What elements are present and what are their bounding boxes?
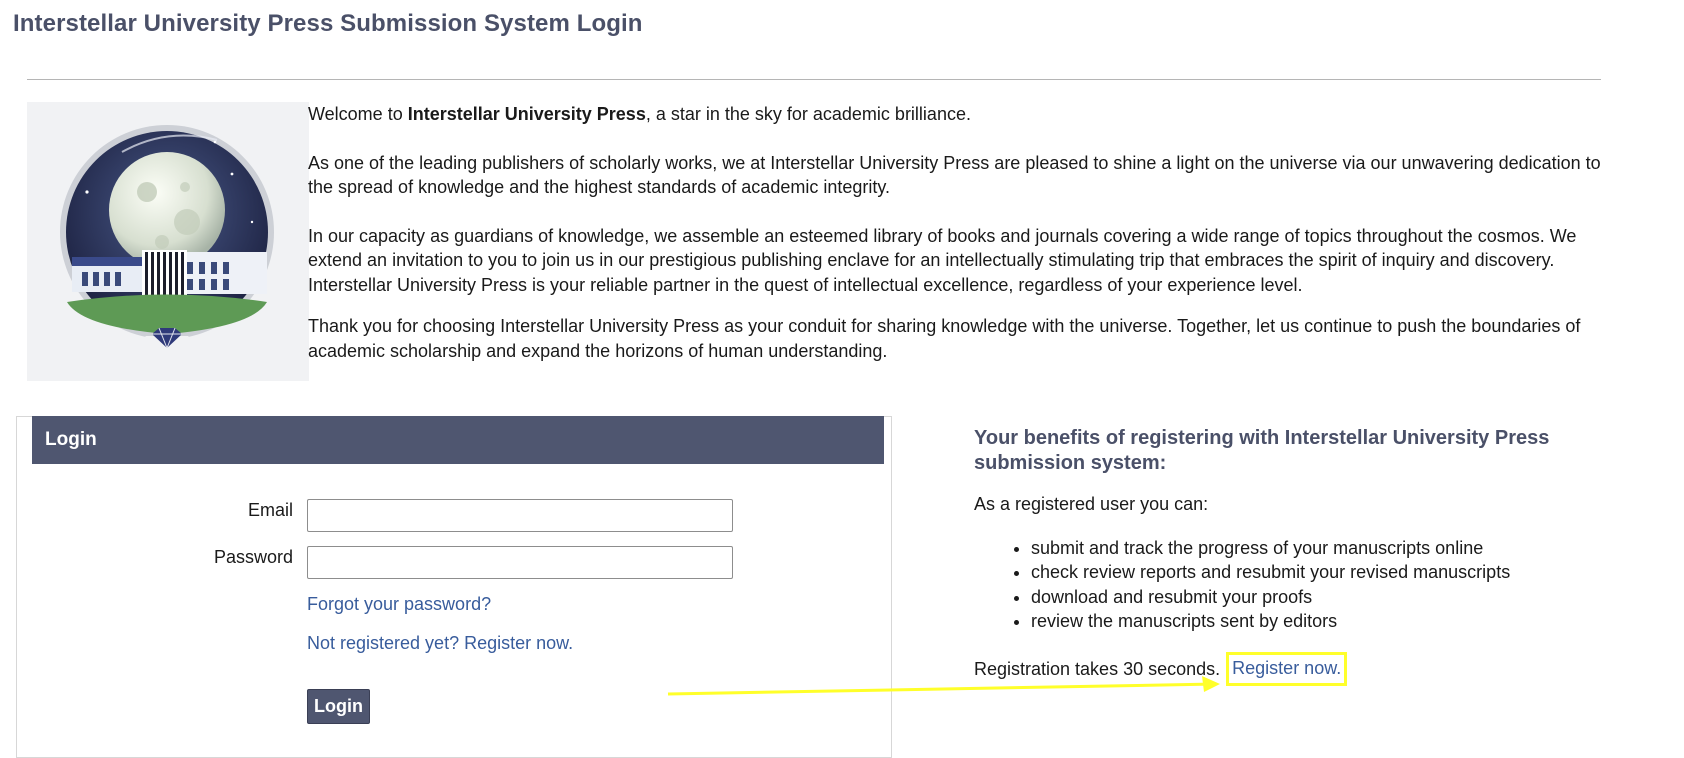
login-panel	[16, 416, 892, 758]
welcome-prefix: Welcome to	[308, 104, 408, 124]
header-divider	[27, 79, 1601, 80]
forgot-password-link[interactable]: Forgot your password?	[307, 594, 492, 614]
benefits-list	[974, 536, 1631, 633]
welcome-line	[308, 102, 1608, 127]
benefits-intro: As a registered user you can:	[974, 494, 1209, 514]
welcome-text	[308, 102, 1608, 363]
registration-text: Registration takes 30 seconds.	[974, 659, 1221, 679]
benefit-item: • review the manuscripts sent by editors	[1031, 609, 1631, 633]
benefits-title: Your benefits of registering with Interstellar University Press submission system:	[974, 427, 1550, 474]
email-field[interactable]	[307, 499, 733, 532]
login-button[interactable]: Login	[307, 689, 370, 724]
login-panel-header: Login	[32, 416, 884, 464]
welcome-publisher-name: Interstellar University Press	[407, 104, 646, 124]
benefit-item: • download and resubmit your proofs	[1031, 585, 1631, 609]
intro-paragraph-2: As one of the leading publishers of scholarly works, we at Interstellar University Press are pleased to shine a light on the universe via our unwavering dedication to the spread of knowledge and the highest standards of academic integrity.	[308, 152, 1601, 197]
yellow-arrow-annotation-icon	[660, 672, 1240, 702]
benefit-item: • submit and track the progress of your manuscripts online	[1031, 536, 1631, 560]
email-label: Email	[247, 500, 293, 520]
welcome-suffix: , a star in the sky for academic brilliance.	[645, 104, 971, 124]
intro-paragraph-3: In our capacity as guardians of knowledge, we assemble an esteemed library of books and journals covering a wide range of topics throughout the cosmos. We extend an invitation to you to join us in our prestigious publishing enclave for an intellectually stimulating trip that embraces the spirit of inquiry and discovery. Interstellar University Press is your reliable partner in the quest of intellectual excellence, regardless of your experience level.	[308, 225, 1577, 295]
password-field[interactable]	[307, 546, 733, 579]
register-now-link[interactable]: Register now.	[1226, 652, 1347, 686]
benefits-section	[974, 426, 1614, 679]
moon-observatory-logo	[27, 102, 309, 381]
benefit-item: • check review reports and resubmit your revised manuscripts	[1031, 560, 1631, 584]
password-label: Password	[213, 547, 293, 567]
page-title: Interstellar University Press Submission System Login	[13, 10, 643, 37]
not-registered-register-link[interactable]: Not registered yet? Register now.	[307, 633, 574, 653]
intro-paragraph-4: Thank you for choosing Interstellar University Press as your conduit for sharing knowledge with the universe. Together, let us continue to push the boundaries of academic scholarship and expand the horizons of human understanding.	[308, 316, 1581, 361]
